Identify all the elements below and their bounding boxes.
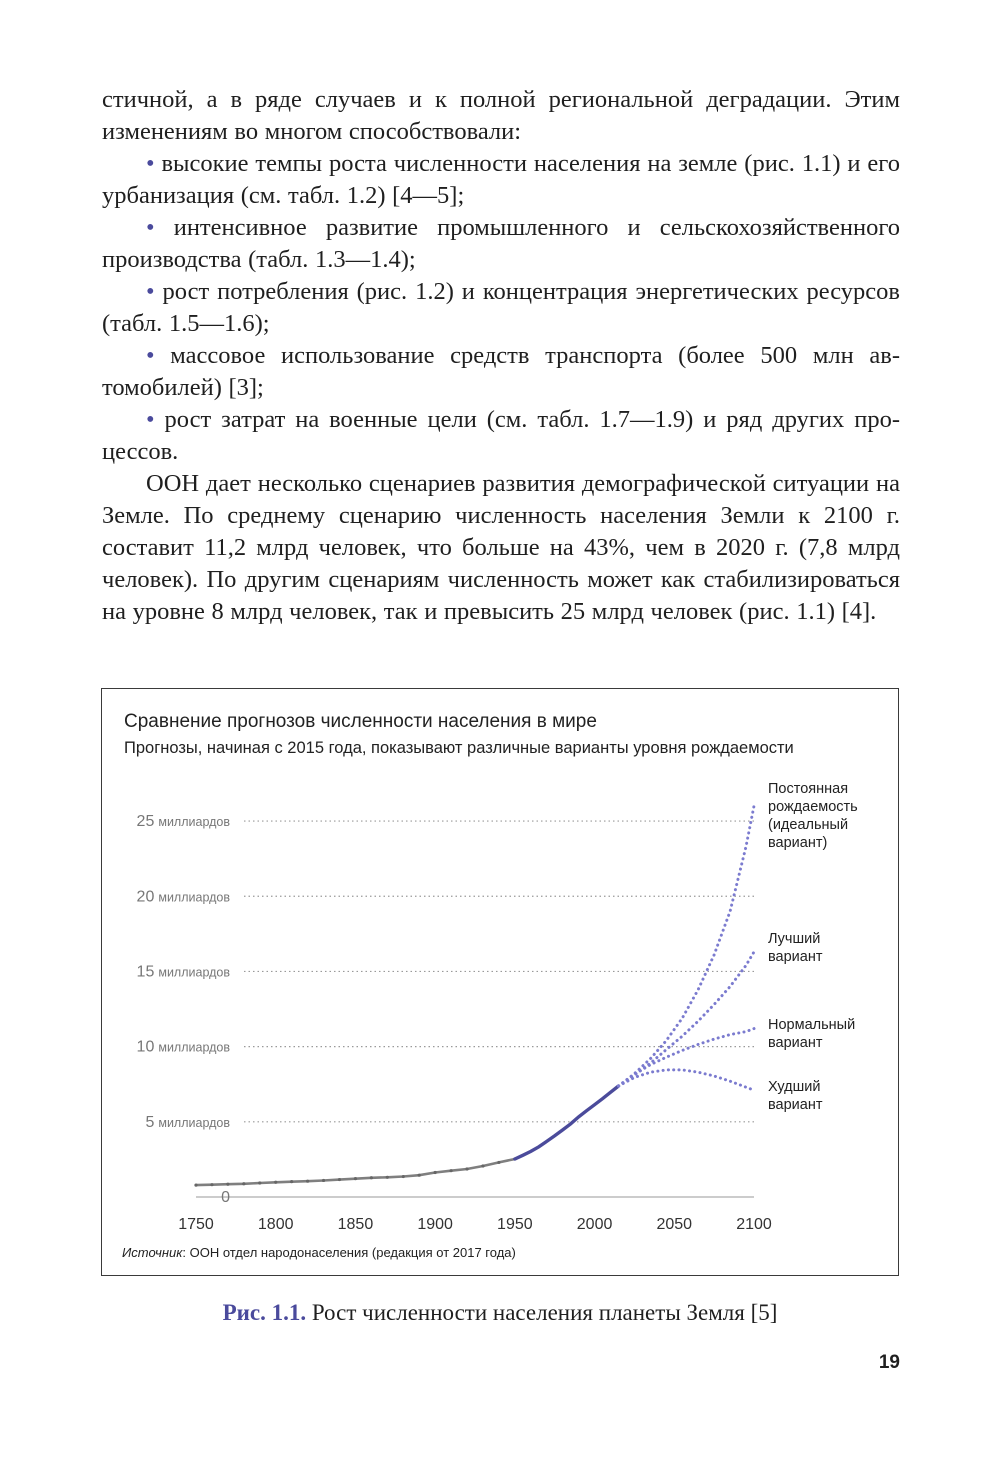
y-tick-number: 15 xyxy=(136,963,155,981)
bullet-icon: • xyxy=(146,214,155,241)
y-tick-number: 0 xyxy=(221,1189,230,1206)
bullet-item xyxy=(102,276,900,340)
figure-frame xyxy=(101,688,899,1276)
y-tick-unit: миллиардов xyxy=(158,890,230,905)
x-tick-label: 1800 xyxy=(257,1216,294,1233)
x-tick-label: 2000 xyxy=(576,1216,613,1233)
y-tick-number: 20 xyxy=(136,888,155,906)
projection-label-line: вариант xyxy=(768,949,823,965)
y-tick-unit: миллиардов xyxy=(158,965,230,980)
bullet-text: высокие темпы роста численности населения на земле (рис. 1.1) и его урбанизация (см. табл. 1.2) [4—5]; xyxy=(102,150,900,209)
historical-point xyxy=(226,1183,229,1186)
projection-label-line: Лучший xyxy=(768,931,821,947)
population-chart xyxy=(102,689,900,1277)
y-tick-unit: миллиардов xyxy=(158,815,230,830)
x-tick-label: 2050 xyxy=(656,1216,693,1233)
figure-caption xyxy=(0,1300,1000,1326)
chart-subtitle: Прогнозы, начиная с 2015 года, показывают различные варианты уровня рождаемости xyxy=(124,739,794,757)
bullet-icon: • xyxy=(146,406,155,433)
page-number: 19 xyxy=(878,1352,900,1373)
bullet-text: массовое использование средств транспорта (более 500 млн автомобилей) [3]; xyxy=(102,342,901,401)
y-tick-label xyxy=(221,1189,230,1206)
projection-label-line: Худший xyxy=(768,1079,821,1095)
bullet-text: рост потребления (рис. 1.2) и концентрация энергетических ресурсов (табл. 1.5—1.6); xyxy=(102,278,900,337)
projection-label xyxy=(768,1017,855,1051)
historical-point xyxy=(290,1180,293,1183)
paragraph: ООН дает несколько сценариев развития демографической ситуации на Земле. По среднему сценарию численность населения Земли к 2100 г. составит 11,2 млрд человек, что больше на 43%, чем в 2020 г. (7,8 млрд человек). По другим сценариям численность может как стабилизироваться на уровне 8 млрд человек, так и превысить 25 млрд человек (рис. 1.1) [4]. xyxy=(102,470,900,625)
x-tick-label: 1950 xyxy=(497,1216,533,1233)
historical-point xyxy=(497,1161,500,1164)
y-tick-label xyxy=(137,1039,231,1056)
y-tick-label xyxy=(137,888,231,905)
source-text: : ООН отдел народонаселения (редакция от 2017 года) xyxy=(182,1245,516,1260)
projection-label xyxy=(768,1079,823,1113)
projection-label-line: Постоянная xyxy=(768,781,849,797)
caption-text: Рост численности населения планеты Земля [5] xyxy=(306,1300,778,1325)
bullet-item xyxy=(102,148,900,212)
y-tick-unit: миллиардов xyxy=(158,1040,230,1055)
y-tick-label xyxy=(137,963,231,980)
historical-line xyxy=(196,1159,515,1185)
y-tick-label xyxy=(137,813,231,830)
chart-source xyxy=(122,1245,516,1260)
bullet-item xyxy=(102,404,900,468)
body-text xyxy=(102,84,900,628)
historical-point xyxy=(449,1169,452,1172)
projection-label-line: рождаемость xyxy=(768,799,858,815)
historical-point xyxy=(370,1176,373,1179)
historical-point xyxy=(274,1181,277,1184)
projection-line xyxy=(619,1070,755,1090)
x-tick-label: 1850 xyxy=(337,1216,374,1233)
projection-label-line: вариант xyxy=(768,1097,823,1113)
projection-label xyxy=(768,781,858,851)
historical-point xyxy=(402,1175,405,1178)
historical-point xyxy=(481,1164,484,1167)
historical-point xyxy=(338,1178,341,1181)
bullet-icon: • xyxy=(146,150,155,177)
recent-line xyxy=(515,1086,619,1159)
projection-label-line: (идеальный xyxy=(768,817,849,833)
caption-label: Рис. 1.1. xyxy=(222,1300,307,1325)
y-tick-unit: миллиардов xyxy=(158,1115,230,1130)
historical-point xyxy=(465,1167,468,1170)
y-tick-number: 10 xyxy=(136,1038,155,1056)
projection-label-line: вариант) xyxy=(768,835,828,851)
historical-point xyxy=(322,1179,325,1182)
x-tick-label: 1750 xyxy=(178,1216,214,1233)
historical-point xyxy=(386,1176,389,1179)
bullet-icon: • xyxy=(146,278,155,305)
paragraph: стичной, а в ряде случаев и к полной региональной деградации. Этим изменениям во многом способствовали: xyxy=(102,86,900,145)
bullet-item xyxy=(102,212,900,276)
x-tick-label: 2100 xyxy=(736,1216,772,1233)
projection-label-line: вариант xyxy=(768,1035,823,1051)
x-tick-label: 1900 xyxy=(417,1216,453,1233)
historical-point xyxy=(306,1180,309,1183)
source-prefix: Источник xyxy=(122,1245,183,1260)
projection-label xyxy=(768,931,823,965)
historical-point xyxy=(258,1181,261,1184)
historical-point xyxy=(434,1171,437,1174)
bullet-text: рост затрат на военные цели (см. табл. 1.7—1.9) и ряд других процессов. xyxy=(102,406,901,465)
projection-line xyxy=(619,806,755,1086)
y-tick-label xyxy=(145,1114,230,1131)
historical-point xyxy=(242,1182,245,1185)
historical-point xyxy=(418,1174,421,1177)
bullet-icon: • xyxy=(146,342,155,369)
y-tick-number: 5 xyxy=(145,1113,155,1131)
historical-point xyxy=(354,1177,357,1180)
projection-line xyxy=(619,1029,755,1086)
chart-title: Сравнение прогнозов численности населения в мире xyxy=(124,711,597,732)
y-tick-number: 25 xyxy=(136,813,155,831)
projection-label-line: Нормальный xyxy=(768,1017,856,1033)
historical-point xyxy=(194,1184,197,1187)
historical-point xyxy=(210,1183,213,1186)
bullet-item xyxy=(102,340,900,404)
bullet-text: интенсивное развитие промышленного и сельскохозяйственного производства (табл. 1.3—1.4); xyxy=(102,214,901,273)
